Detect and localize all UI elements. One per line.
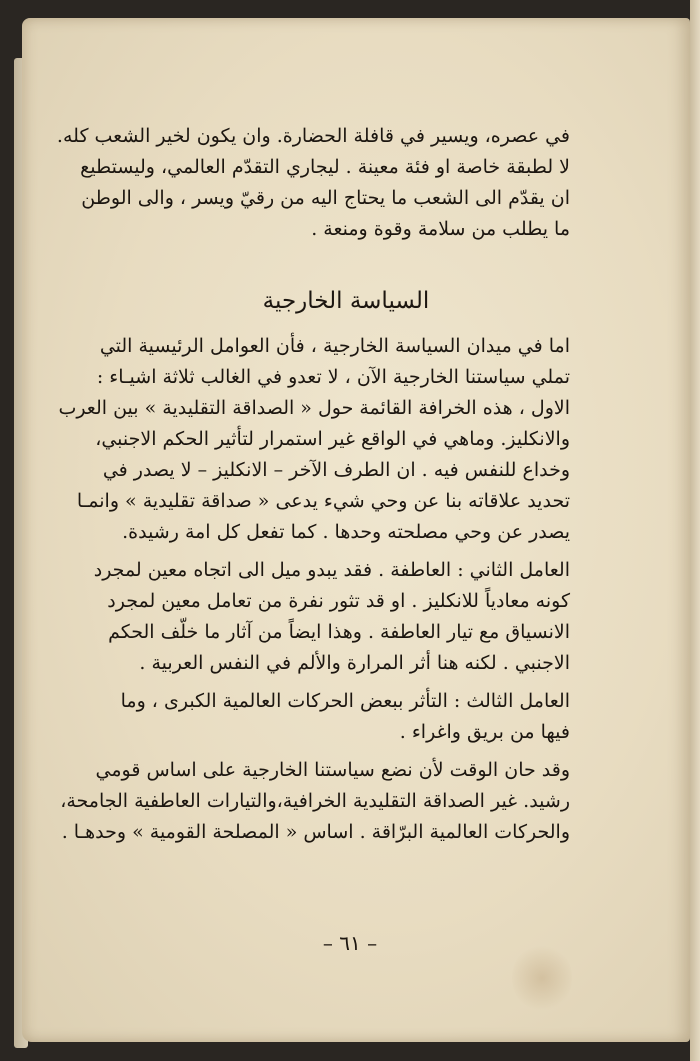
- text-line: يصدر عن وحي مصلحته وحدها . كما تفعل كل امة رشيدة.: [122, 521, 570, 543]
- text-line: العامل الثاني : العاطفة . فقد يبدو ميل الى اتجاه معين لمجرد: [93, 559, 570, 581]
- text-line: والانكليز. وماهي في الواقع غير استمرار لتأثير الحكم الاجنبي،: [95, 428, 570, 450]
- text-line: الاجنبي . لكنه هنا أثر المرارة والألم في النفس العربية .: [139, 652, 570, 674]
- paragraph-second-factor: [93, 555, 570, 679]
- text-line: رشيد. غير الصداقة التقليدية الخرافية،والتيارات العاطفية الجامحة،: [60, 790, 570, 812]
- text-line: اما في ميدان السياسة الخارجية ، فأن العوامل الرئيسية التي: [99, 335, 570, 357]
- text-line: لا لطبقة خاصة او فئة معينة . ليجاري التقدّم العالمي، وليستطيع: [80, 156, 570, 178]
- text-line: في عصره، ويسير في قافلة الحضارة. وان يكون لخير الشعب كله.: [56, 125, 570, 147]
- text-line: تحديد علاقاته بنا عن وحي شيء يدعى « صداقة تقليدية » وانمـا: [76, 490, 570, 512]
- paragraph-gap: [122, 679, 570, 686]
- text-line: الانسياق مع تيار العاطفة . وهذا ايضاً من آثار ما خلّف الحكم: [108, 621, 570, 643]
- section-heading: السياسة الخارجية: [262, 288, 430, 314]
- text-line: وخداع للنفس فيه . ان الطرف الآخر – الانكليز – لا يصدر في: [102, 459, 570, 481]
- opening-paragraph: [56, 121, 570, 245]
- section-body: [58, 331, 570, 848]
- text-line: الاول ، هذه الخرافة القائمة حول « الصداقة التقليدية » بين العرب: [58, 397, 570, 419]
- text-line: ما يطلب من سلامة وقوة ومنعة .: [311, 218, 570, 240]
- paragraph-conclusion: [60, 755, 570, 848]
- paragraph-gap: [122, 548, 570, 555]
- paragraph-third-factor: [122, 686, 570, 748]
- page-number: – ٦١ –: [322, 931, 378, 955]
- paragraph-foreign-policy: [58, 331, 570, 548]
- text-line: والحركات العالمية البرّاقة . اساس « المصلحة القومية » وحدهـا .: [61, 821, 570, 843]
- text-line: كونه معادياً للانكليز . او قد تثور نفرة من تعامل معين لمجرد: [107, 590, 570, 612]
- text-line: ان يقدّم الى الشعب ما يحتاج اليه من رقيّ ويسر ، والى الوطن: [81, 187, 570, 209]
- paragraph-gap: [122, 748, 570, 755]
- text-line: وقد حان الوقت لأن نضع سياستنا الخارجية على اساس قومي: [95, 759, 570, 781]
- text-line: تملي سياستنا الخارجية الآن ، لا تعدو في الغالب ثلاثة اشيـاء :: [96, 366, 570, 388]
- next-page-edge: [690, 0, 700, 1061]
- text-line: فيها من بريق واغراء .: [399, 721, 570, 743]
- text-line: العامل الثالث : التأثر ببعض الحركات العالمية الكبرى ، وما: [120, 690, 570, 712]
